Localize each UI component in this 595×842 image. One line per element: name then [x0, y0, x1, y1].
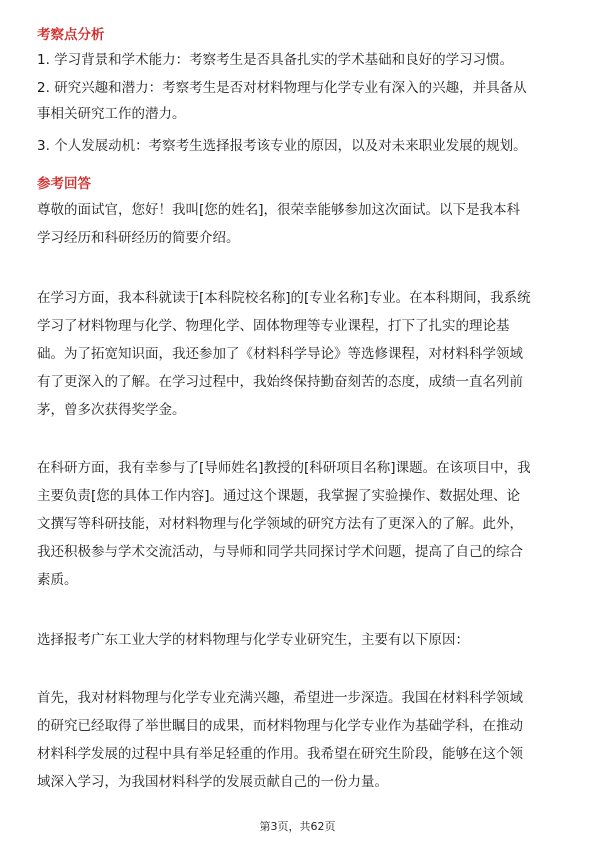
answer-para2-line5: 茅，曾多次获得奖学金。 [37, 402, 186, 418]
section-heading-answer: 参考回答 [37, 176, 91, 192]
answer-para2-line3: 础。为了拓宽知识面，我还参加了《材料科学导论》等选修课程，对材料科学领域 [37, 346, 523, 362]
answer-para3-line2: 主要负责[您的具体工作内容]。通过这个课题，我掌握了实验操作、数据处理、论 [37, 488, 521, 504]
analysis-item-1: 1. 学习背景和学术能力：考察考生是否具备扎实的学术基础和良好的学习习惯。 [37, 52, 514, 68]
answer-para3-line3: 文撰写等科研技能，对材料物理与化学领域的研究方法有了更深入的了解。此外， [37, 516, 523, 532]
answer-para2-line1: 在学习方面，我本科就读于[本科院校名称]的[专业名称]专业。在本科期间，我系统 [37, 290, 531, 306]
analysis-item-3: 3. 个人发展动机：考察考生选择报考该专业的原因，以及对未来职业发展的规划。 [37, 138, 527, 154]
answer-para5-line1: 首先，我对材料物理与化学专业充满兴趣，希望进一步深造。我国在材料科学领域 [37, 690, 523, 706]
answer-para2-line4: 有了更深入的了解。在学习过程中，我始终保持勤奋刻苦的态度，成绩一直名列前 [37, 374, 523, 390]
analysis-item-2: 2. 研究兴趣和潜力：考察考生是否对材料物理与化学专业有深入的兴趣，并具备从 [37, 80, 527, 96]
answer-para2-line2: 学习了材料物理与化学、物理化学、固体物理等专业课程，打下了扎实的理论基 [37, 318, 510, 334]
answer-para3-line4: 我还积极参与学术交流活动，与导师和同学共同探讨学术问题，提高了自己的综合 [37, 544, 523, 560]
answer-para5-line3: 材料科学发展的过程中具有举足轻重的作用。我希望在研究生阶段，能够在这个领 [37, 746, 523, 762]
answer-para1-line2: 学习经历和科研经历的简要介绍。 [37, 230, 240, 246]
section-heading-analysis: 考察点分析 [37, 27, 105, 43]
answer-para5-line2: 的研究已经取得了举世瞩目的成果，而材料物理与化学专业作为基础学科，在推动 [37, 718, 523, 734]
analysis-item-2-cont: 事相关研究工作的潜力。 [37, 106, 186, 122]
answer-para3-line1: 在科研方面，我有幸参与了[导师姓名]教授的[科研项目名称]课题。在该项目中，我 [37, 460, 531, 476]
page-number-footer: 第3页，共62页 [259, 820, 336, 833]
answer-para5-line4: 域深入学习，为我国材料科学的发展贡献自己的一份力量。 [37, 774, 388, 790]
answer-para4-line1: 选择报考广东工业大学的材料物理与化学专业研究生，主要有以下原因： [37, 632, 469, 648]
answer-para3-line5: 素质。 [37, 572, 78, 588]
answer-para1-line1: 尊敬的面试官，您好！我叫[您的姓名]，很荣幸能够参加这次面试。以下是我本科 [37, 202, 521, 218]
